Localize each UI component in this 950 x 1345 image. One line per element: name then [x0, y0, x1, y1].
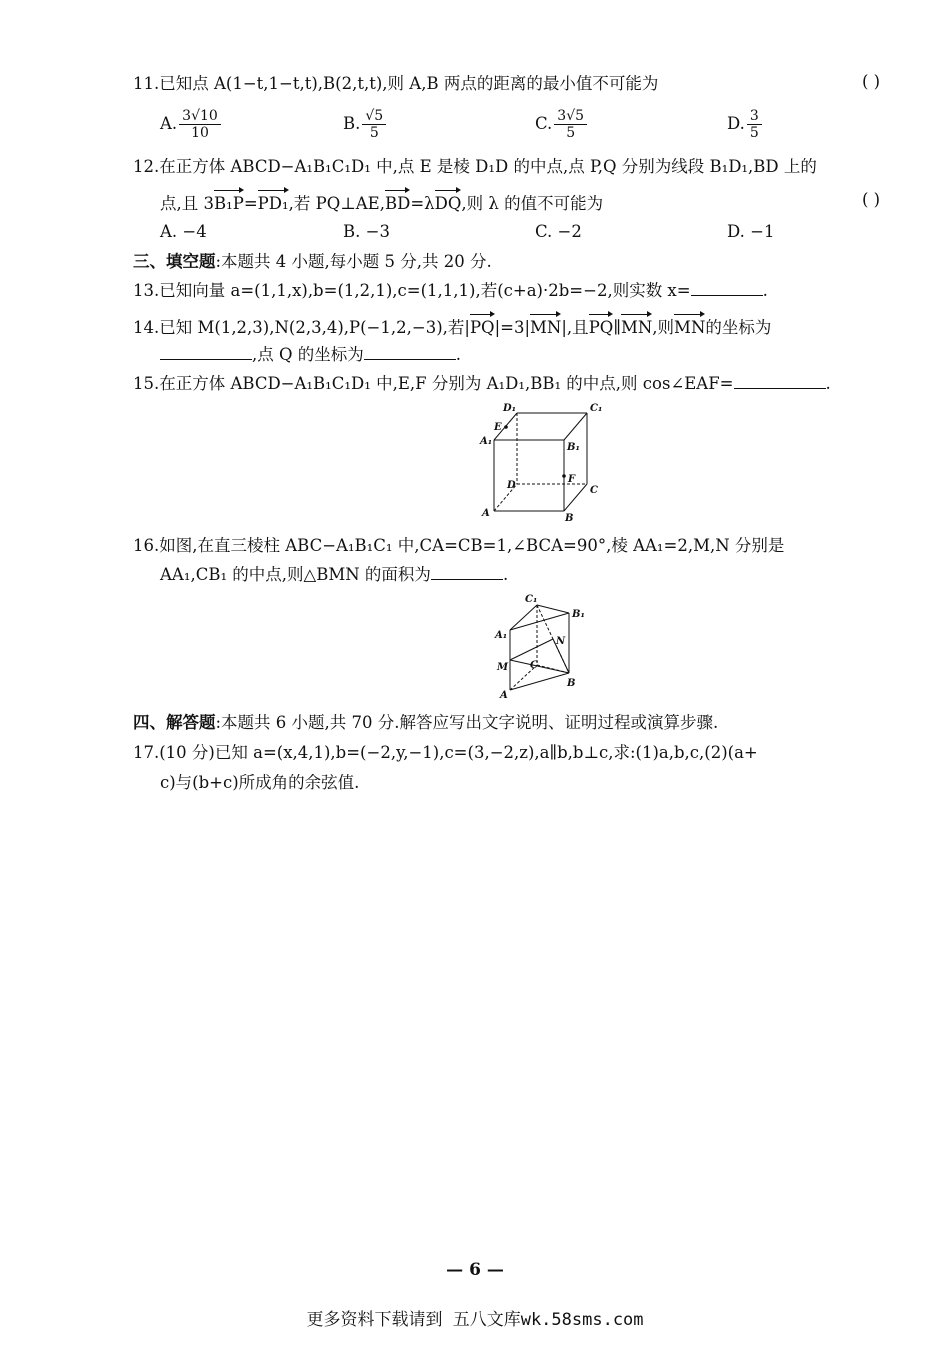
q11-option-b-label: B. — [343, 114, 361, 133]
q15-answer-blank[interactable] — [734, 374, 826, 389]
q12-option-c: C. −2 — [535, 222, 582, 241]
q14-end: . — [455, 345, 462, 364]
q13-end: . — [762, 281, 768, 300]
q14-text-mid: ,点 Q 的坐标为 — [252, 345, 364, 364]
q12-answer-bracket: ( ) — [862, 190, 881, 209]
q11-option-b-numerator: √5 — [362, 108, 386, 125]
q11-option-a — [160, 108, 223, 141]
cube-label-c: C — [590, 485, 598, 496]
q16-end: . — [502, 565, 509, 584]
q11-option-d-denominator: 5 — [749, 125, 759, 141]
q14-vector-mn: MN — [530, 314, 561, 340]
section4-title: 四、解答题 — [133, 713, 216, 732]
q13 — [133, 279, 768, 303]
q11-option-d-numerator: 3 — [747, 108, 762, 125]
q12-option-d: D. −1 — [727, 222, 775, 241]
q17-line1: 17.(10 分)已知 a=(x,4,1),b=(−2,y,−1),c=(3,−2,z),a∥b,b⊥c,求:(1)a,b,c,(2)(a+ — [133, 743, 758, 762]
q14-text-c: |,且 — [561, 318, 589, 337]
q16-line1: 16.如图,在直三棱柱 ABC−A₁B₁C₁ 中,CA=CB=1,∠BCA=90°,棱 AA₁=2,M,N 分别是 — [133, 536, 785, 555]
q11-option-b-fraction — [362, 108, 386, 141]
q13-answer-blank[interactable] — [691, 281, 763, 296]
q11-option-d — [727, 108, 764, 141]
q11-option-b-denominator: 5 — [369, 125, 379, 141]
q12-vector-pd1: PD₁ — [258, 190, 289, 216]
q11-option-a-label: A. — [160, 114, 178, 133]
q14-text-f: 的坐标为 — [705, 318, 772, 337]
q11-answer-bracket: ( ) — [862, 72, 881, 91]
q11-option-d-label: D. — [727, 114, 745, 133]
q12-option-a: A. −4 — [160, 222, 207, 241]
q12-text-e: ,则 λ 的值不可能为 — [461, 194, 604, 213]
q16-line2 — [160, 563, 508, 587]
q14-text-b: |=3| — [494, 318, 531, 337]
cube-edge-b1c1 — [564, 413, 587, 440]
section3-heading — [133, 250, 492, 274]
q12-text-c: ,若 PQ⊥AE, — [288, 194, 385, 213]
q16-answer-blank[interactable] — [431, 565, 503, 580]
cube-label-d: D — [507, 480, 516, 491]
cube-label-e: E — [494, 422, 502, 433]
cube-label-f: F — [568, 474, 576, 485]
prism-label-c: C — [530, 660, 538, 671]
cube-point-e — [504, 425, 508, 429]
prism-segment-mn — [510, 639, 553, 660]
q14-q-answer-blank[interactable] — [364, 345, 456, 360]
q14-text-d: ∥ — [613, 318, 621, 337]
prism-label-a: A — [500, 690, 508, 701]
q11-option-c-numerator: 3√5 — [554, 108, 587, 125]
q16-text: AA₁,CB₁ 的中点,则△BMN 的面积为 — [160, 565, 431, 584]
cube-edge-bc — [564, 484, 587, 511]
q14-line1 — [133, 314, 771, 340]
q12-vector-dq: DQ — [435, 190, 462, 216]
q11-option-b — [343, 108, 388, 141]
cube-figure — [470, 400, 620, 525]
section4-desc: :本题共 6 小题,共 70 分.解答应写出文字说明、证明过程或演算步骤. — [215, 713, 719, 732]
q12-text-a: 点,且 3 — [160, 194, 214, 213]
q15-end: . — [825, 374, 831, 393]
q12-text-d: =λ — [410, 194, 435, 213]
q12-text-b: = — [243, 194, 258, 213]
prism-label-m: M — [497, 662, 509, 673]
q12-vector-b1p: B₁P — [214, 190, 244, 216]
q14-vector-pq: PQ — [470, 314, 495, 340]
prism-label-c1: C₁ — [525, 594, 538, 605]
prism-segment-mb — [510, 660, 569, 673]
q15-text: 15.在正方体 ABCD−A₁B₁C₁D₁ 中,E,F 分别为 A₁D₁,BB₁ 的中点,则 cos∠EAF= — [133, 374, 734, 393]
prism-label-a1: A₁ — [495, 630, 508, 641]
prism-label-b: B — [567, 678, 576, 689]
q14-line2 — [160, 343, 461, 367]
q14-mn-answer-blank[interactable] — [160, 345, 252, 360]
section3-title: 三、填空题 — [133, 252, 216, 271]
q11-option-a-numerator: 3√10 — [179, 108, 221, 125]
cube-label-a1: A₁ — [480, 436, 493, 447]
cube-label-b: B — [565, 513, 574, 524]
q12-line1: 12.在正方体 ABCD−A₁B₁C₁D₁ 中,点 E 是棱 D₁D 的中点,点 P,Q 分别为线段 B₁D₁,BD 上的 — [133, 157, 817, 176]
q11-option-c-label: C. — [535, 114, 553, 133]
q12-line2 — [160, 190, 603, 216]
q14-vector-pq-2: PQ — [589, 314, 614, 340]
q13-text: 13.已知向量 a=(1,1,x),b=(1,2,1),c=(1,1,1),若(c+a)·2b=−2,则实数 x= — [133, 281, 691, 300]
prism-figure — [490, 590, 600, 705]
prism-edge-c1b1 — [537, 605, 569, 613]
q11-option-d-fraction — [747, 108, 762, 141]
q14-text-e: ,则 — [652, 318, 675, 337]
q14-vector-mn-2: MN — [621, 314, 652, 340]
q11-option-c-fraction — [554, 108, 587, 141]
q11-option-c — [535, 108, 589, 141]
cube-label-d1: D₁ — [503, 403, 517, 414]
q14-text-a: 14.已知 M(1,2,3),N(2,3,4),P(−1,2,−3),若| — [133, 318, 470, 337]
q11-option-c-denominator: 5 — [566, 125, 576, 141]
q14-vector-mn-3: MN — [674, 314, 705, 340]
prism-label-n: N — [556, 636, 566, 647]
q11-option-a-denominator: 10 — [191, 125, 209, 141]
q17-line2: c)与(b+c)所成角的余弦值. — [160, 773, 360, 792]
section3-desc: :本题共 4 小题,每小题 5 分,共 20 分. — [215, 252, 492, 271]
download-note: 更多资料下载请到 五八文库wk.58sms.com — [306, 1310, 644, 1330]
cube-label-c1: C₁ — [590, 403, 603, 414]
q12-vector-bd: BD — [385, 190, 410, 216]
section4-heading — [133, 711, 718, 735]
cube-label-a: A — [482, 508, 490, 519]
prism-label-b1: B₁ — [572, 609, 585, 620]
cube-label-b1: B₁ — [567, 442, 580, 453]
cube-point-f — [562, 474, 566, 478]
q11-option-a-fraction — [179, 108, 221, 141]
q15 — [133, 372, 831, 396]
q11-stem: 11.已知点 A(1−t,1−t,t),B(2,t,t),则 A,B 两点的距离的最小值不可能为 — [133, 74, 659, 93]
page-number: — 6 — — [446, 1260, 504, 1280]
q12-option-b: B. −3 — [343, 222, 390, 241]
